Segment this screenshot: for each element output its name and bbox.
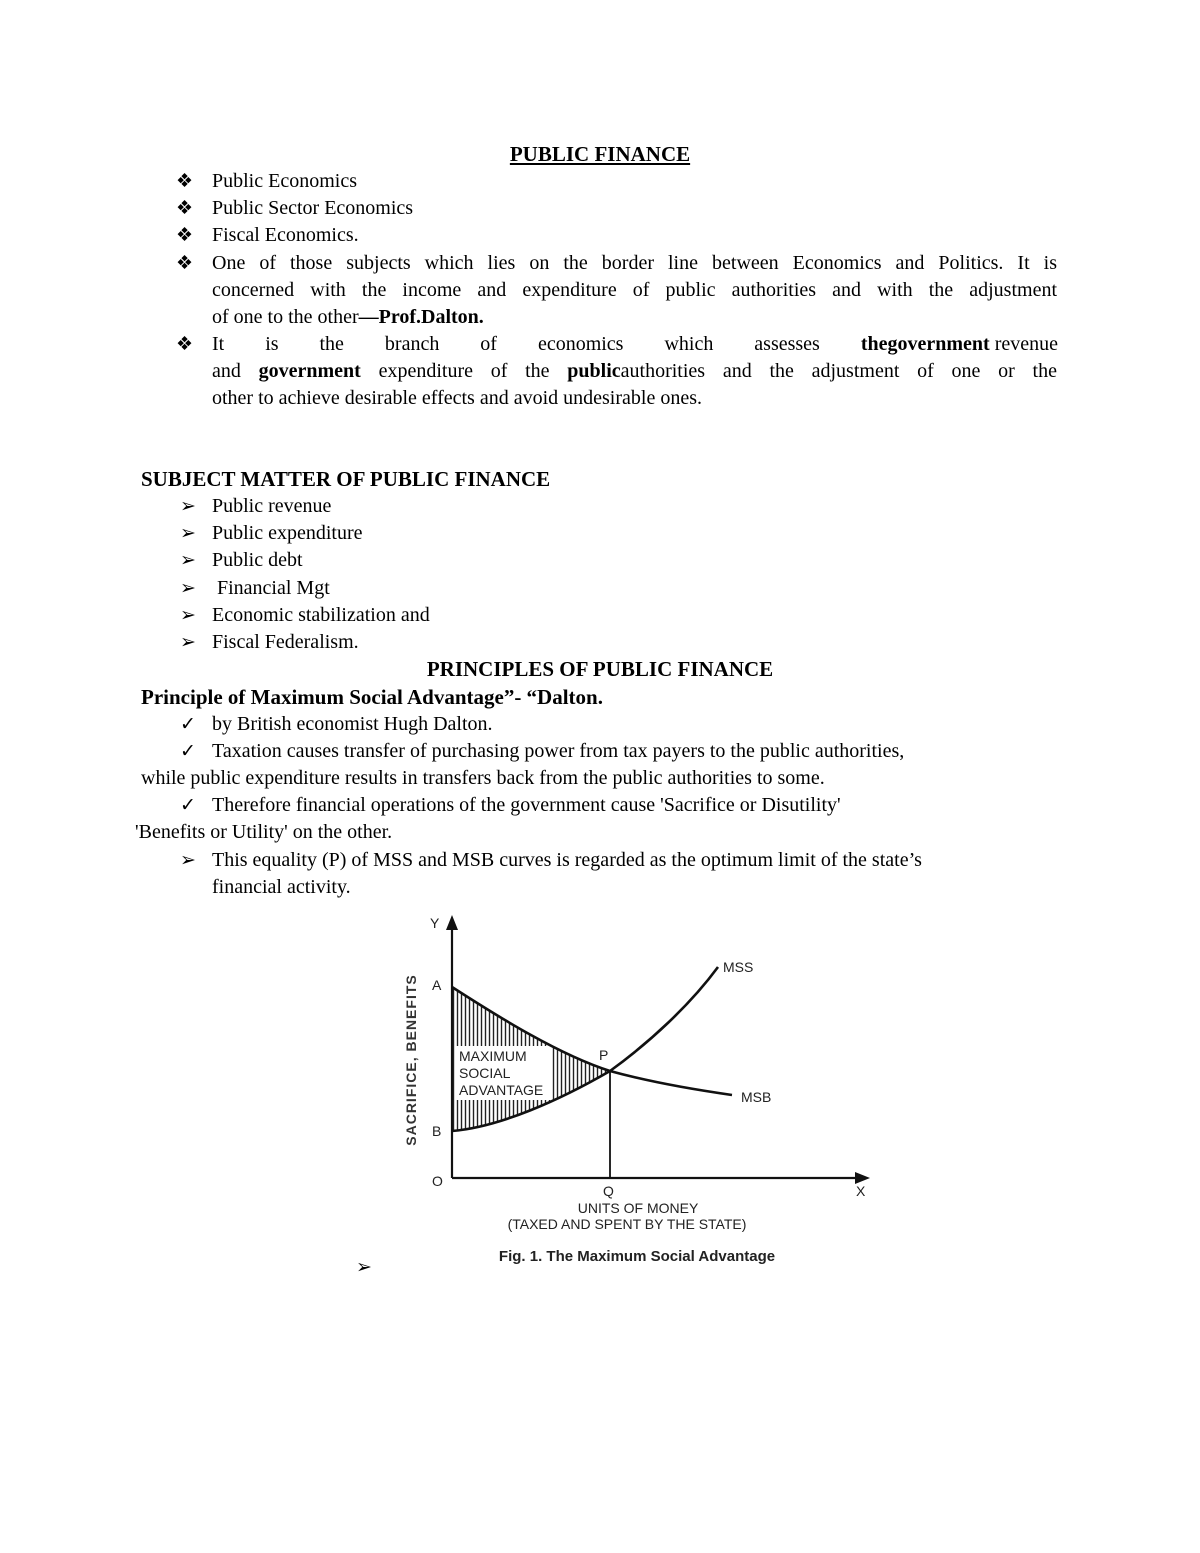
arrow-bullet-icon: ➢ bbox=[180, 496, 196, 517]
area-label-line: MAXIMUM bbox=[459, 1048, 527, 1064]
point-b-label: B bbox=[432, 1123, 442, 1139]
principle-point-continuation: while public expenditure results in transfers back from the public authorities to some. bbox=[141, 767, 825, 789]
list-item: Economic stabilization and bbox=[212, 604, 430, 626]
check-bullet-icon: ✓ bbox=[180, 714, 196, 735]
point-a-label: A bbox=[432, 977, 442, 993]
arrow-bullet-icon: ➢ bbox=[180, 605, 196, 626]
arrow-bullet-icon: ➢ bbox=[180, 550, 196, 571]
principle-point: by British economist Hugh Dalton. bbox=[212, 713, 493, 735]
x-axis-subtitle: (TAXED AND SPENT BY THE STATE) bbox=[507, 1216, 747, 1232]
y-axis-title: SACRIFICE, BENEFITS bbox=[403, 974, 419, 1146]
point-p-label: P bbox=[599, 1047, 609, 1063]
diamond-bullet-icon: ❖ bbox=[176, 334, 194, 355]
diamond-bullet-icon: ❖ bbox=[176, 171, 194, 192]
y-axis-arrow-icon bbox=[446, 915, 458, 930]
arrow-bullet-icon: ➢ bbox=[356, 1257, 372, 1278]
arrow-bullet-icon: ➢ bbox=[180, 578, 196, 599]
branch-definition-line: and government expenditure of the publicauthorities and the adjustment of one or the bbox=[212, 360, 1057, 382]
origin-label: O bbox=[432, 1173, 443, 1189]
equality-point: This equality (P) of MSS and MSB curves is regarded as the optimum limit of the state’s bbox=[212, 849, 922, 871]
check-bullet-icon: ✓ bbox=[180, 795, 196, 816]
principle-point: Therefore financial operations of the government cause 'Sacrifice or Disutility' bbox=[212, 794, 841, 816]
branch-definition-line: It is the branch of economics which assesses thegovernment revenue bbox=[212, 333, 1058, 355]
area-label-line: SOCIAL bbox=[459, 1065, 511, 1081]
y-axis-label: Y bbox=[430, 915, 440, 931]
list-item: Public expenditure bbox=[212, 522, 363, 544]
arrow-bullet-icon: ➢ bbox=[180, 632, 196, 653]
subject-matter-heading: SUBJECT MATTER OF PUBLIC FINANCE bbox=[141, 467, 551, 491]
equality-point: financial activity. bbox=[212, 876, 351, 898]
definition-item: Public Economics bbox=[212, 170, 357, 192]
principle-subheading: Principle of Maximum Social Advantage”- “Dalton. bbox=[141, 685, 603, 709]
principle-point: Taxation causes transfer of purchasing power from tax payers to the public authorities, bbox=[212, 740, 905, 762]
list-item: Public revenue bbox=[212, 495, 332, 517]
check-bullet-icon: ✓ bbox=[180, 741, 196, 762]
list-item: Financial Mgt bbox=[212, 577, 330, 599]
arrow-bullet-icon: ➢ bbox=[180, 850, 196, 871]
area-label-line: ADVANTAGE bbox=[459, 1082, 544, 1098]
point-q-label: Q bbox=[603, 1183, 614, 1199]
figure-caption: Fig. 1. The Maximum Social Advantage bbox=[498, 1248, 776, 1265]
x-axis-label: X bbox=[856, 1183, 866, 1199]
list-item: Public debt bbox=[212, 549, 303, 571]
diamond-bullet-icon: ❖ bbox=[176, 225, 194, 246]
x-axis-title: UNITS OF MONEY bbox=[577, 1200, 699, 1216]
list-item: Fiscal Federalism. bbox=[212, 631, 359, 653]
definition-item: Fiscal Economics. bbox=[212, 224, 359, 246]
diamond-bullet-icon: ❖ bbox=[176, 253, 194, 274]
definition-item: Public Sector Economics bbox=[212, 197, 414, 219]
principles-heading: PRINCIPLES OF PUBLIC FINANCE bbox=[426, 657, 774, 681]
principle-point-continuation: 'Benefits or Utility' on the other. bbox=[135, 821, 393, 843]
page-title: PUBLIC FINANCE bbox=[509, 142, 691, 166]
msb-label: MSB bbox=[741, 1089, 772, 1105]
dalton-attribution: —Prof.Dalton. bbox=[358, 306, 484, 328]
diamond-bullet-icon: ❖ bbox=[176, 198, 194, 219]
dalton-definition-line: One of those subjects which lies on the border line between Economics and Politics. It is bbox=[212, 252, 1057, 274]
mss-label: MSS bbox=[723, 959, 754, 975]
arrow-bullet-icon: ➢ bbox=[180, 523, 196, 544]
branch-definition-line: other to achieve desirable effects and avoid undesirable ones. bbox=[212, 387, 702, 409]
dalton-definition-line: concerned with the income and expenditure of public authorities and with the adjustment bbox=[212, 279, 1057, 301]
dalton-definition-line: of one to the other—Prof.Dalton. bbox=[212, 306, 484, 328]
